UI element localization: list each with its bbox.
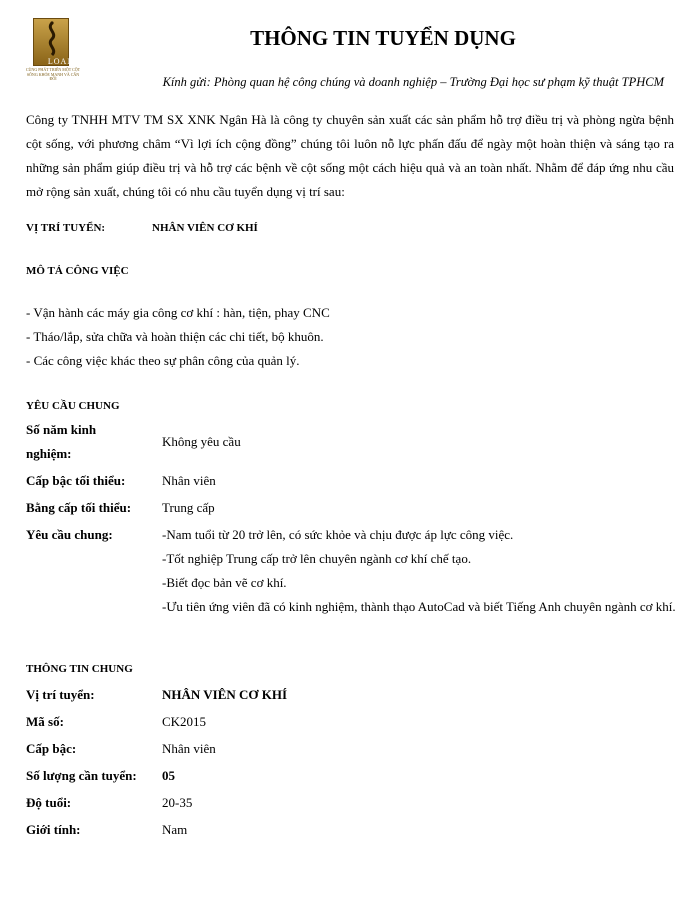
degree-value: Trung cấp <box>162 500 215 515</box>
level-label: Cấp bậc tối thiểu: <box>26 473 126 488</box>
general-req-heading: YÊU CẦU CHUNG <box>26 400 120 412</box>
job-desc-item: - Tháo/lắp, sửa chữa và hoàn thiện các chi tiết, bộ khuôn. <box>26 329 324 344</box>
page-title: THÔNG TIN TUYỂN DỤNG <box>250 26 516 50</box>
job-desc-item: - Vận hành các máy gia công cơ khí : hàn, tiện, phay CNC <box>26 305 330 320</box>
info-value-age: 20-35 <box>162 795 193 810</box>
experience-label: Số năm kinh <box>26 422 97 437</box>
general-info-heading: THÔNG TIN CHUNG <box>26 663 133 675</box>
info-value-code: CK2015 <box>162 714 207 729</box>
info-label-code: Mã số: <box>26 714 64 729</box>
logo-wordmark: LOAN <box>47 57 75 66</box>
experience-label-cont: nghiệm: <box>26 446 72 461</box>
experience-value: Không yêu cầu <box>162 434 241 449</box>
requirement-item: -Tốt nghiệp Trung cấp trở lên chuyên ngành cơ khí chế tạo. <box>162 551 472 566</box>
position-value: NHÂN VIÊN CƠ KHÍ <box>152 222 258 234</box>
info-value-position: NHÂN VIÊN CƠ KHÍ <box>162 687 288 702</box>
intro-paragraph: Công ty TNHH MTV TM SX XNK Ngân Hà là công ty chuyên sản xuất các sản phẩm hỗ trợ điều trị và phòng ngừa bệnh cột sống, với phương châm “Vì lợi ích cộng đồng” chúng tôi luôn nỗ lực phấn đấu để ngày một hoàn thiện và sáng tạo ra những sản phẩm giúp điều trị và hỗ trợ các bệnh về cột sống một cách hiệu quả và an toàn nhất. Nhằm để đáp ứng nhu cầu mở rộng sản xuất, chúng tôi có nhu cầu tuyển dụng vị trí sau: <box>26 112 674 199</box>
info-label-age: Độ tuổi: <box>26 795 72 810</box>
level-value: Nhân viên <box>162 473 216 488</box>
degree-label: Bằng cấp tối thiểu: <box>26 500 132 515</box>
job-desc-heading: MÔ TẢ CÔNG VIỆC <box>26 265 129 277</box>
info-value-quantity: 05 <box>162 768 175 783</box>
requirement-item: -Nam tuổi từ 20 trở lên, có sức khỏe và chịu được áp lực công việc. <box>162 527 514 542</box>
requirements-label: Yêu cầu chung: <box>26 527 113 542</box>
recipient-line: Kính gửi: Phòng quan hệ công chúng và doanh nghiệp – Trường Đại học sư phạm kỹ thuật TPHCM <box>162 75 664 89</box>
info-value-gender: Nam <box>162 822 188 837</box>
position-label: VỊ TRÍ TUYỂN: <box>26 222 106 234</box>
info-label-level: Cấp bậc: <box>26 741 77 756</box>
job-desc-item: - Các công việc khác theo sự phân công của quản lý. <box>26 353 300 368</box>
requirements-list <box>162 523 682 619</box>
requirement-item: -Biết đọc bản vẽ cơ khí. <box>162 575 287 590</box>
info-label-gender: Giới tính: <box>26 822 81 837</box>
info-value-level: Nhân viên <box>162 741 216 756</box>
info-label-position: Vị trí tuyển: <box>26 687 95 702</box>
logo-tagline: CÙNG PHÁT TRIỂN MỘT CỘT SỐNG KHỎE MẠNH VÀ CÂN ĐỐI <box>25 67 81 81</box>
info-label-quantity: Số lượng cần tuyển: <box>26 768 137 783</box>
requirement-item: -Ưu tiên ứng viên đã có kinh nghiệm, thành thạo AutoCad và biết Tiếng Anh chuyên ngành cơ khí. <box>162 599 676 614</box>
